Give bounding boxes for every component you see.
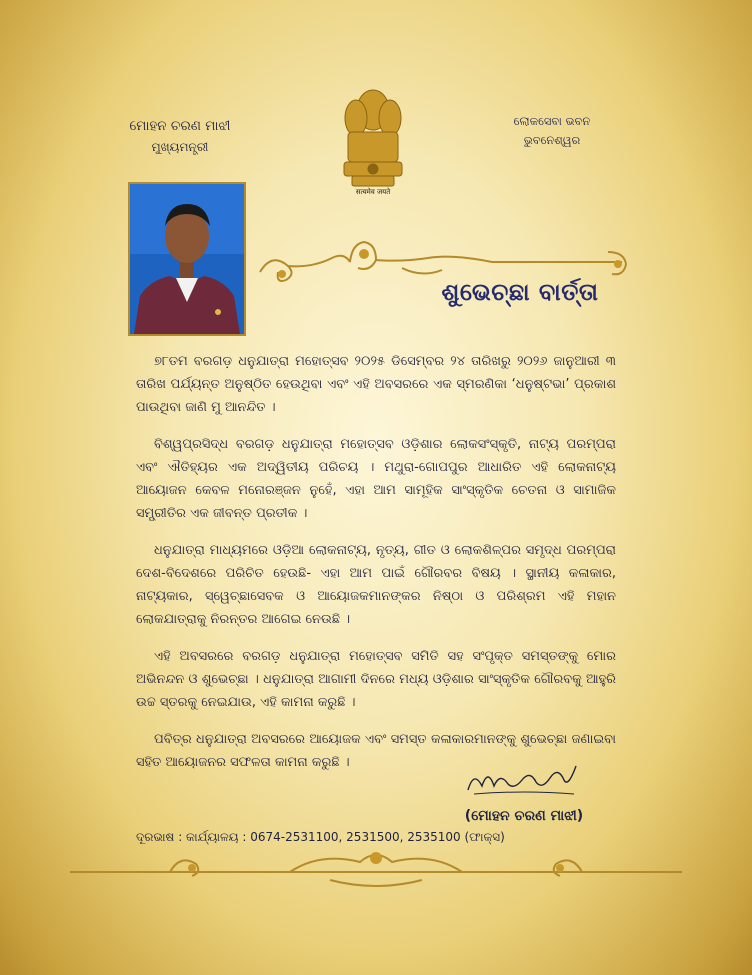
- contact-line: ଦୂରଭାଷ : କାର୍ଯ୍ୟାଳୟ : 0674-2531100, 2531500, 2535100 (ଫାକ୍ସ): [136, 830, 505, 844]
- office-line-2: ଭୁବନେଶ୍ୱର: [523, 133, 581, 147]
- message-body: [136, 350, 616, 788]
- page-title: ଶୁଭେଚ୍ଛା ବାର୍ତ୍ତା: [441, 278, 599, 306]
- paragraph: ପବିତ୍ର ଧନୁଯାତ୍ରା ଅବସରରେ ଆୟୋଜକ ଏବଂ ସମସ୍ତ କଳାକାରମାନଙ୍କୁ ଶୁଭେଚ୍ଛା ଜଣାଇବା ସହିତ ଆୟୋଜନର ସଫଳତା କାମନା କରୁଛି ।: [136, 732, 616, 770]
- portrait-illustration: [130, 184, 244, 334]
- footer-ornament-icon: [60, 846, 692, 892]
- paragraph: ବିଶ୍ୱପ୍ରସିଦ୍ଧ ବରଗଡ଼ ଧନୁଯାତ୍ରା ମହୋତ୍ସବ ଓଡ଼ିଶାର ଲୋକସଂସ୍କୃତି, ନାଟ୍ୟ ପରମ୍ପରା ଏବଂ ଐତିହ୍ୟର ଏକ ଅଦ୍ୱିତୀୟ ପରିଚୟ । ମଥୁରା-ଗୋପପୁର ଆଧାରିତ ଏହି ଲୋକନାଟ୍ୟ ଆୟୋଜନ କେବଳ ମନୋରଞ୍ଜନ ନୁହେଁ, ଏହା ଆମ ସାମୂହିକ ସାଂସ୍କୃତିକ ଚେତନା ଓ ସାମାଜିକ ସମ୍ପ୍ରୀତିର ଏକ ଜୀବନ୍ତ ପ୍ରତୀକ ।: [136, 437, 616, 521]
- portrait-photo: [128, 182, 246, 336]
- office-line-1: ଲୋକସେବା ଭବନ: [513, 114, 591, 128]
- emblem-motto: सत्यमेव जयते: [355, 188, 391, 196]
- sender-block: [100, 118, 260, 155]
- signatory-name: (ମୋହନ ଚରଣ ମାଝୀ): [464, 808, 584, 824]
- sender-name: ମୋହନ ଚରଣ ମାଝୀ: [129, 118, 231, 134]
- paragraph: ଧନୁଯାତ୍ରା ମାଧ୍ୟମରେ ଓଡ଼ିଆ ଲୋକନାଟ୍ୟ, ନୃତ୍ୟ, ଗୀତ ଓ ଲୋକଶିଳ୍ପର ସମୃଦ୍ଧ ପରମ୍ପରା ଦେଶ-ବିଦେଶରେ ପରିଚିତ ହେଉଛି- ଏହା ଆମ ପାଇଁ ଗୌରବର ବିଷୟ । ସ୍ଥାନୀୟ କଳାକାର, ନାଟ୍ୟକାର, ସ୍ୱେଚ୍ଛାସେବକ ଓ ଆୟୋଜକମାନଙ୍କର ନିଷ୍ଠା ଓ ପରିଶ୍ରମ ଏହି ମହାନ ଲୋକଯାତ୍ରାକୁ ନିରନ୍ତର ଆଗେଇ ନେଉଛି ।: [136, 543, 616, 627]
- sender-designation: ମୁଖ୍ୟମନ୍ତ୍ରୀ: [151, 140, 209, 154]
- paragraph: ଏହି ଅବସରରେ ବରଗଡ଼ ଧନୁଯାତ୍ରା ମହୋତ୍ସବ ସମିତି ସହ ସଂପୃକ୍ତ ସମସ୍ତଙ୍କୁ ମୋର ଅଭିନନ୍ଦନ ଓ ଶୁଭେଚ୍ଛା । ଧନୁଯାତ୍ରା ଆଗାମୀ ଦିନରେ ମଧ୍ୟ ଓଡ଼ିଶାର ସାଂସ୍କୃତିକ ଗୌରବକୁ ଆହୁରି ଉଚ୍ଚ ସ୍ତରକୁ ନେଇଯାଉ, ଏହି କାମନା କରୁଛି ।: [136, 649, 616, 710]
- office-address: [482, 112, 622, 150]
- state-emblem-icon: [334, 80, 412, 200]
- paragraph: ୭୮ତମ ବରଗଡ଼ ଧନୁଯାତ୍ରା ମହୋତ୍ସବ ୨୦୨୫ ଡିସେମ୍ବର ୨୪ ତାରିଖରୁ ୨୦୨୬ ଜାନୁଆରୀ ୩ ତାରିଖ ପର୍ଯ୍ୟନ୍ତ ଅନୁଷ୍ଠିତ ହେଉଥିବା ଏବଂ ଏହି ଅବସରରେ ଏକ ସ୍ମରଣିକା ‘ଧନୁଷ୍ଟଭା’ ପ୍ରକାଶ ପାଉଥିବା ଜାଣି ମୁ ଆନନ୍ଦିତ ।: [136, 354, 616, 415]
- handwritten-signature: [464, 760, 584, 800]
